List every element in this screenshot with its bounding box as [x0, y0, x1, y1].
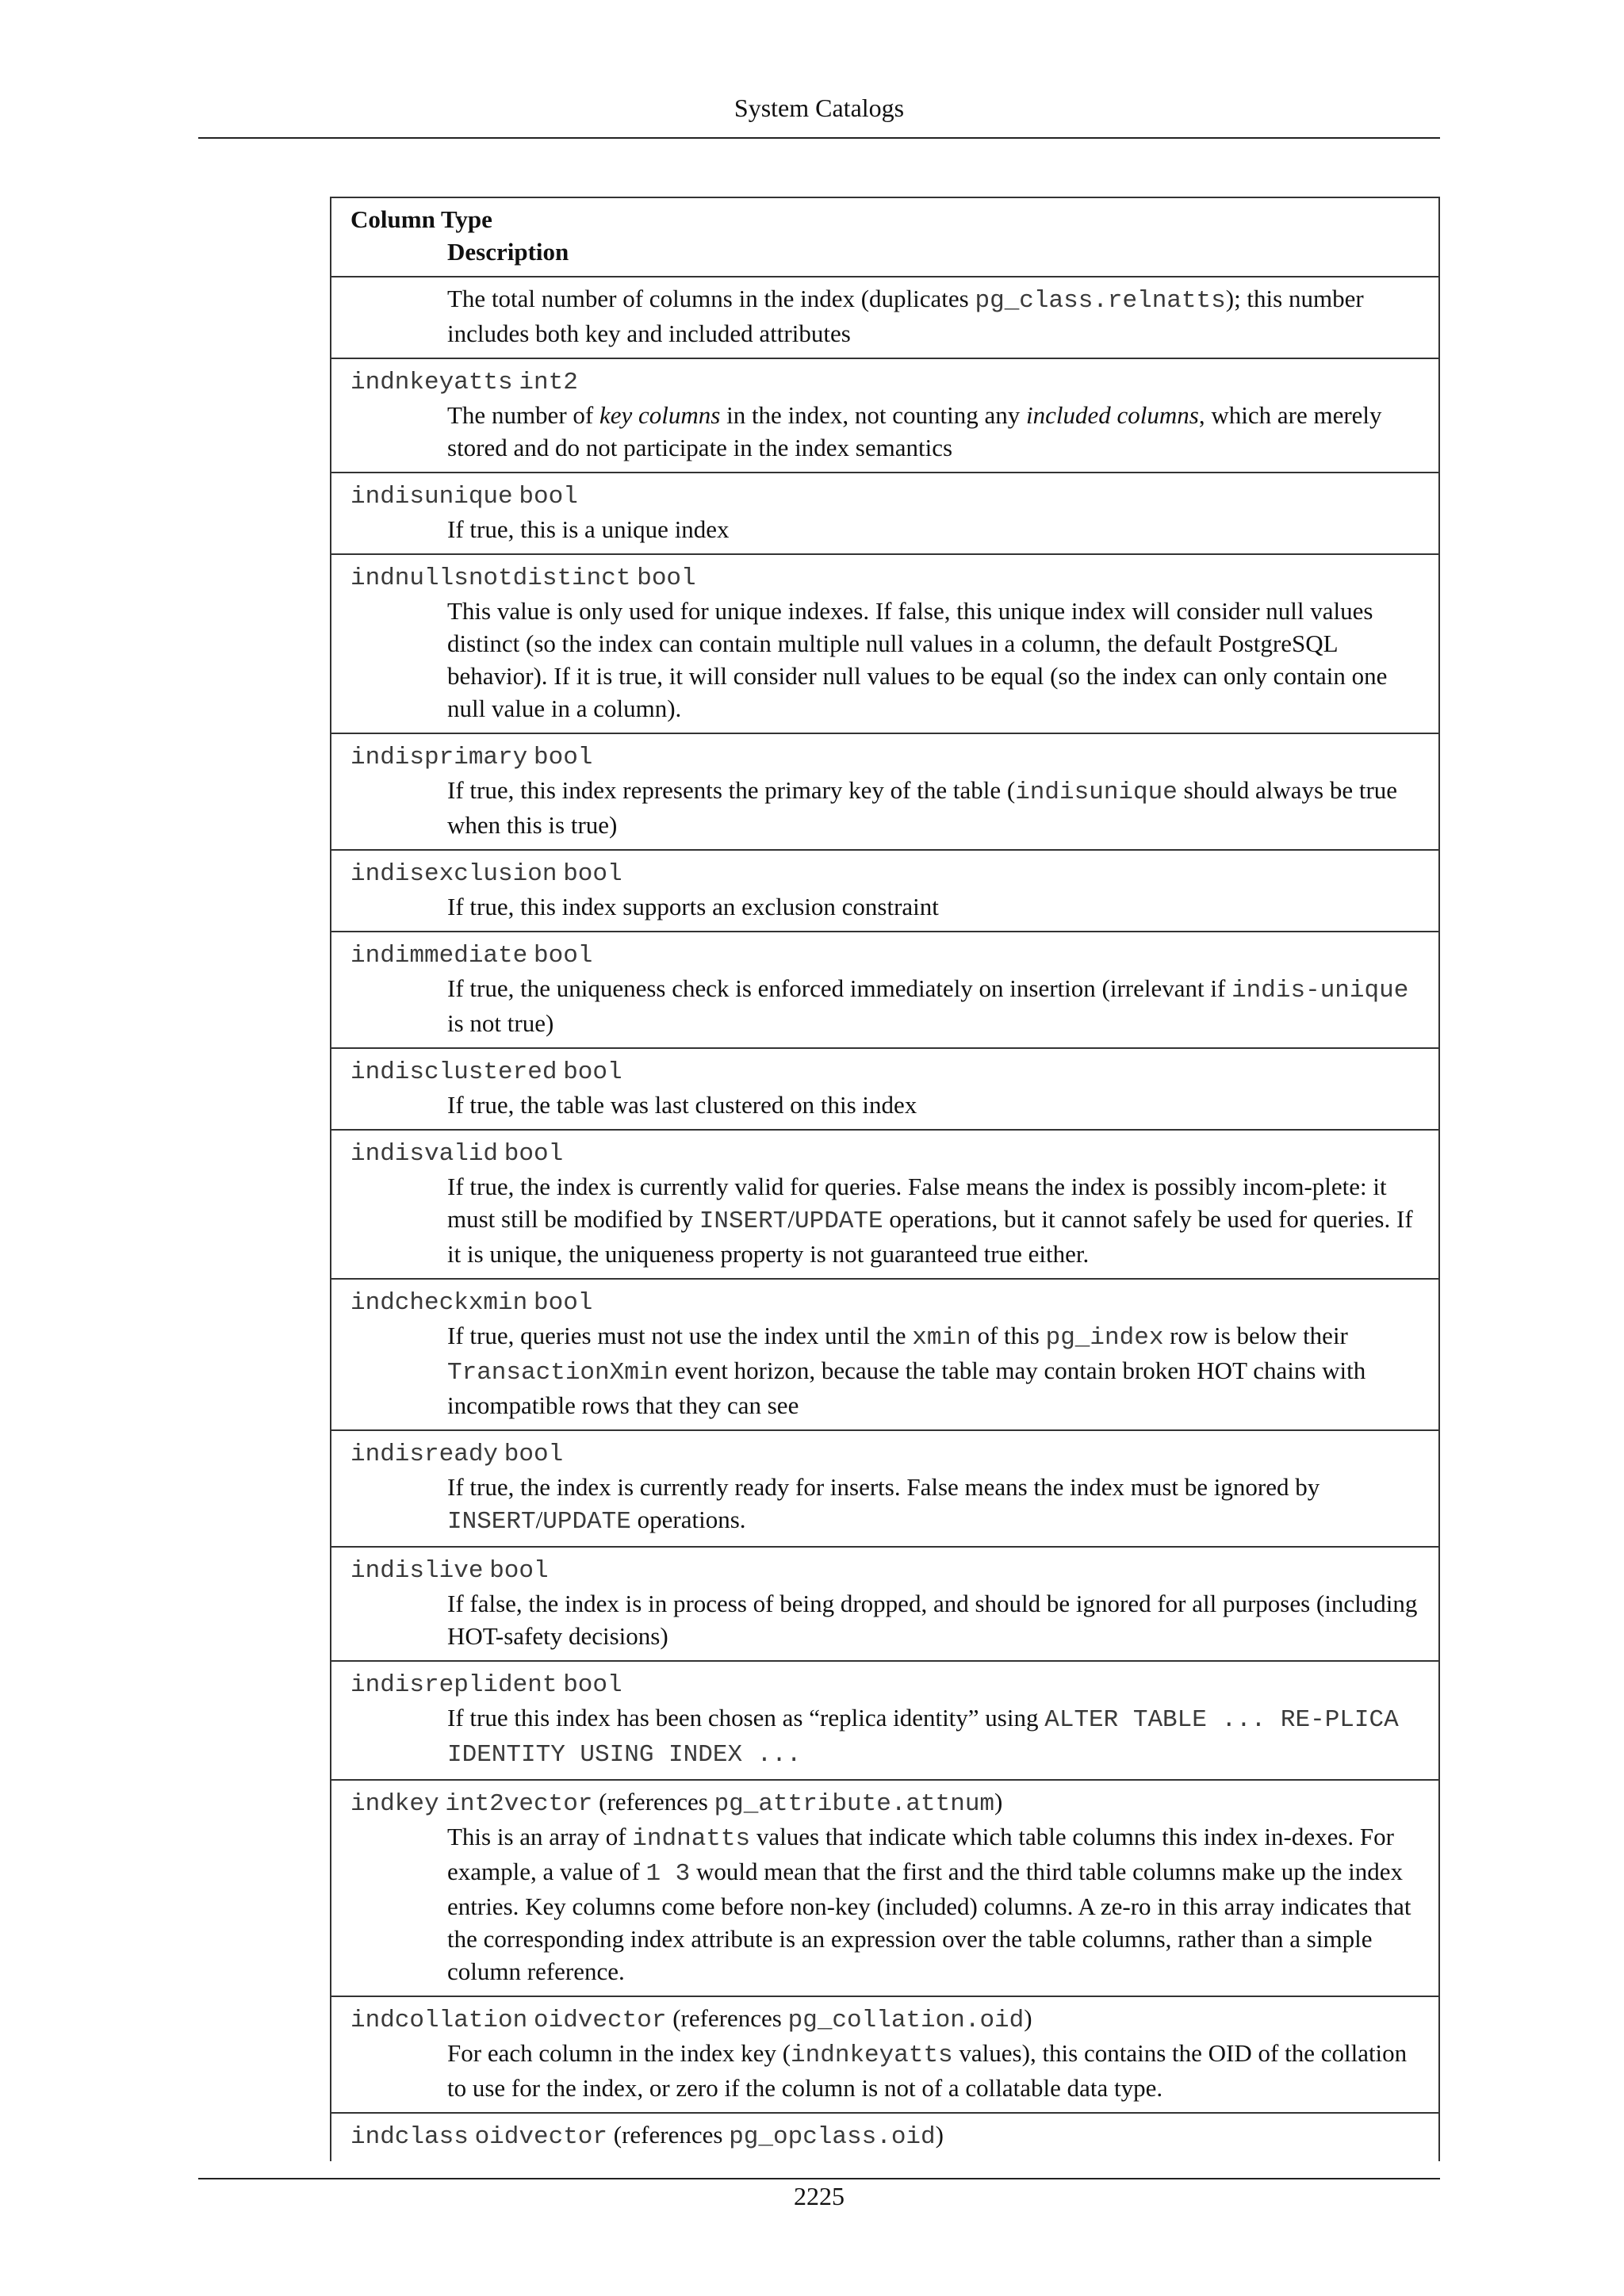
- table-cell: [331, 850, 1439, 932]
- table-cell: [331, 932, 1439, 1048]
- footer-rule: [198, 2178, 1440, 2179]
- description-text: included columns: [1026, 401, 1199, 429]
- references-label: references: [680, 2004, 782, 2032]
- column-type: bool: [563, 1671, 622, 1699]
- table-row: [331, 473, 1439, 554]
- column-type-heading: Column Type: [350, 205, 492, 233]
- column-description: [350, 972, 1427, 1039]
- code-fragment: indnatts: [632, 1825, 751, 1853]
- table-row: [331, 1279, 1439, 1430]
- table-row: [331, 277, 1439, 358]
- description-text: event horizon, because the table may contain broken HOT chains with incompatible rows that they can see: [447, 1357, 1366, 1419]
- column-signature: indclass oidvector (references pg_opclass.oid): [350, 2121, 944, 2151]
- code-fragment: pg_class.relnatts: [975, 287, 1226, 315]
- column-name: indislive: [350, 1557, 484, 1585]
- table-row: [331, 1430, 1439, 1547]
- column-type: bool: [637, 564, 696, 592]
- table-cell: [331, 1996, 1439, 2113]
- column-name: indisready: [350, 1441, 499, 1468]
- description-heading: Description: [447, 238, 569, 266]
- column-name: indcheckxmin: [350, 1289, 528, 1317]
- table-cell: [331, 473, 1439, 554]
- header-rule: [198, 137, 1440, 139]
- table-row: [331, 1130, 1439, 1279]
- code-fragment: INSERT: [447, 1508, 536, 1536]
- column-type: oidvector: [474, 2123, 608, 2151]
- column-type: bool: [504, 1140, 564, 1168]
- code-fragment: TransactionXmin: [447, 1359, 669, 1387]
- column-signature: [350, 364, 1427, 399]
- table-cell: [331, 1780, 1439, 1996]
- column-type: bool: [563, 1058, 622, 1086]
- code-fragment: xmin: [912, 1324, 971, 1352]
- table-row: [331, 358, 1439, 473]
- table-row: [331, 1661, 1439, 1780]
- code-fragment: UPDATE: [542, 1508, 631, 1536]
- column-type: bool: [519, 483, 578, 511]
- column-type: oidvector: [534, 2007, 667, 2034]
- page-number: 2225: [794, 2182, 845, 2210]
- table-cell: [331, 277, 1439, 358]
- table-row: [331, 1048, 1439, 1130]
- table-row: [331, 1996, 1439, 2113]
- table-cell: [331, 1130, 1439, 1279]
- column-signature: [350, 1135, 1427, 1170]
- column-signature: [350, 937, 1427, 972]
- column-reference: pg_collation.oid: [787, 2007, 1025, 2034]
- description-text: If true, this index represents the primary key of the table (: [447, 776, 1016, 804]
- table-cell: [331, 554, 1439, 733]
- table-cell: [331, 1661, 1439, 1780]
- description-text: If true, the index is currently valid for queries. False means the index is possibly incom-plete: it must still be modified by: [447, 1173, 1387, 1233]
- column-description: [350, 282, 1427, 350]
- description-text: row is below their: [1163, 1322, 1348, 1349]
- description-text: The total number of columns in the index (duplicates: [447, 285, 975, 312]
- references-label: references: [607, 1788, 708, 1816]
- column-signature: [350, 1284, 1427, 1319]
- table-row: [331, 932, 1439, 1048]
- column-signature: [350, 739, 1427, 774]
- table-row: [331, 733, 1439, 850]
- column-signature: [350, 1552, 1427, 1587]
- column-type: int2vector: [445, 1790, 593, 1818]
- description-text: values), this contains the OID of the collation to use for the index, or zero if the column is not of a collatable data type.: [447, 2039, 1408, 2102]
- column-description: [350, 1820, 1427, 1988]
- column-name: indisunique: [350, 483, 513, 511]
- description-text: operations, but it cannot safely be used for queries. If it is unique, the uniqueness property is not guaranteed true either.: [447, 1205, 1413, 1268]
- column-type: bool: [504, 1441, 564, 1468]
- description-text: of this: [971, 1322, 1046, 1349]
- column-description: [350, 513, 1427, 545]
- description-text: ); this number includes both key and included attributes: [447, 285, 1364, 347]
- column-description: [350, 1319, 1427, 1422]
- table-header-row: [331, 197, 1439, 277]
- column-signature: [350, 560, 1427, 595]
- code-fragment: INSERT: [699, 1207, 788, 1235]
- code-fragment: indnkeyatts: [791, 2042, 953, 2069]
- column-type: bool: [563, 860, 622, 888]
- column-description: [350, 1089, 1427, 1121]
- table-row: [331, 1780, 1439, 1996]
- column-description: [350, 774, 1427, 841]
- code-fragment: pg_index: [1045, 1324, 1164, 1352]
- column-type: bool: [534, 942, 593, 970]
- column-signature: [350, 1436, 1427, 1471]
- table-body: [331, 197, 1439, 2161]
- column-description: [350, 1587, 1427, 1652]
- column-description: [350, 2037, 1427, 2104]
- column-signature: [350, 1667, 1427, 1701]
- column-name: indisreplident: [350, 1671, 557, 1699]
- table-cell: [331, 358, 1439, 473]
- description-text: If true, queries must not use the index until the: [447, 1322, 913, 1349]
- code-fragment: 1 3: [645, 1860, 691, 1888]
- table-cell: [331, 2113, 1439, 2161]
- description-text: , which are merely stored and do not participate in the index semantics: [447, 401, 1382, 461]
- table-cell: [331, 1547, 1439, 1661]
- column-name: indisprimary: [350, 744, 528, 771]
- column-signature: indcollation oidvector (references pg_collation.oid): [350, 2004, 1032, 2034]
- references-label: references: [622, 2121, 723, 2149]
- table-cell: [331, 1279, 1439, 1430]
- description-text: operations.: [630, 1506, 746, 1533]
- column-type: int2: [519, 369, 578, 396]
- table-header-cell: [331, 197, 1439, 277]
- page-header: System Catalogs: [733, 94, 905, 122]
- table-row: [331, 1547, 1439, 1661]
- column-description: [350, 595, 1427, 725]
- code-fragment: indisunique: [1015, 779, 1178, 806]
- column-reference: pg_attribute.attnum: [714, 1790, 995, 1818]
- code-fragment: indis-unique: [1231, 977, 1409, 1004]
- column-name: indnullsnotdistinct: [350, 564, 631, 592]
- description-text: The number of: [447, 401, 599, 429]
- description-text: This is an array of: [447, 1823, 633, 1850]
- description-text: key columns: [599, 401, 721, 429]
- column-signature: [350, 855, 1427, 890]
- column-description: [350, 1701, 1427, 1771]
- code-fragment: UPDATE: [795, 1207, 883, 1235]
- table-row: [331, 850, 1439, 932]
- table-cell: [331, 1048, 1439, 1130]
- column-description: [350, 399, 1427, 464]
- description-text: This value is only used for unique indexes. If false, this unique index will consider null values distinct (so the index can contain multiple null values in a column, the default PostgreSQL behavior). If it is true, it will consider null values to be equal (so the index can only contain one null value in a column).: [447, 597, 1388, 722]
- description-text: would mean that the first and the third table columns make up the index entries. Key columns come before non-key (included) columns. A ze-ro in this array indicates that the corresponding index attribute is an expression over the table columns, rather than a simple column reference.: [447, 1858, 1411, 1985]
- pg-index-columns-table: [330, 197, 1440, 2161]
- column-name: indnkeyatts: [350, 369, 513, 396]
- description-text: is not true): [447, 1009, 554, 1037]
- description-text: For each column in the index key (: [447, 2039, 791, 2067]
- description-text: If true, this index supports an exclusion constraint: [447, 893, 939, 920]
- column-name: indisclustered: [350, 1058, 557, 1086]
- column-description: [350, 1471, 1427, 1538]
- column-name: indcollation: [350, 2007, 528, 2034]
- description-text: If true, the uniqueness check is enforced immediately on insertion (irrelevant if: [447, 974, 1232, 1002]
- table-row: [331, 554, 1439, 733]
- column-reference: pg_opclass.oid: [729, 2123, 936, 2151]
- table-row: [331, 2113, 1439, 2161]
- description-text: If true, this is a unique index: [447, 515, 730, 543]
- column-name: indimmediate: [350, 942, 528, 970]
- column-signature: indkey int2vector (references pg_attribute.attnum): [350, 1788, 1003, 1818]
- column-signature: [350, 1054, 1427, 1089]
- description-text: /: [787, 1205, 795, 1233]
- column-name: indisexclusion: [350, 860, 557, 888]
- description-text: If false, the index is in process of being dropped, and should be ignored for all purposes (including HOT-safety decisions): [447, 1590, 1418, 1650]
- column-name: indkey: [350, 1790, 439, 1818]
- description-text: values that indicate which table columns this index in-dexes. For example, a value of: [447, 1823, 1394, 1885]
- column-name: indisvalid: [350, 1140, 499, 1168]
- code-fragment: ALTER TABLE ... RE-PLICA IDENTITY USING INDEX ...: [447, 1706, 1399, 1769]
- description-text: If true this index has been chosen as “replica identity” using: [447, 1704, 1045, 1732]
- column-type: bool: [489, 1557, 549, 1585]
- column-name: indclass: [350, 2123, 469, 2151]
- column-signature: [350, 478, 1427, 513]
- description-text: /: [535, 1506, 543, 1533]
- description-text: If true, the index is currently ready for inserts. False means the index must be ignored by: [447, 1473, 1320, 1501]
- column-description: [350, 890, 1427, 923]
- description-text: should always be true when this is true): [447, 776, 1398, 839]
- column-description: [350, 1170, 1427, 1270]
- table-cell: [331, 733, 1439, 850]
- description-text: If true, the table was last clustered on this index: [447, 1091, 917, 1119]
- column-type: bool: [534, 1289, 593, 1317]
- column-type: bool: [534, 744, 593, 771]
- table-cell: [331, 1430, 1439, 1547]
- description-text: in the index, not counting any: [720, 401, 1027, 429]
